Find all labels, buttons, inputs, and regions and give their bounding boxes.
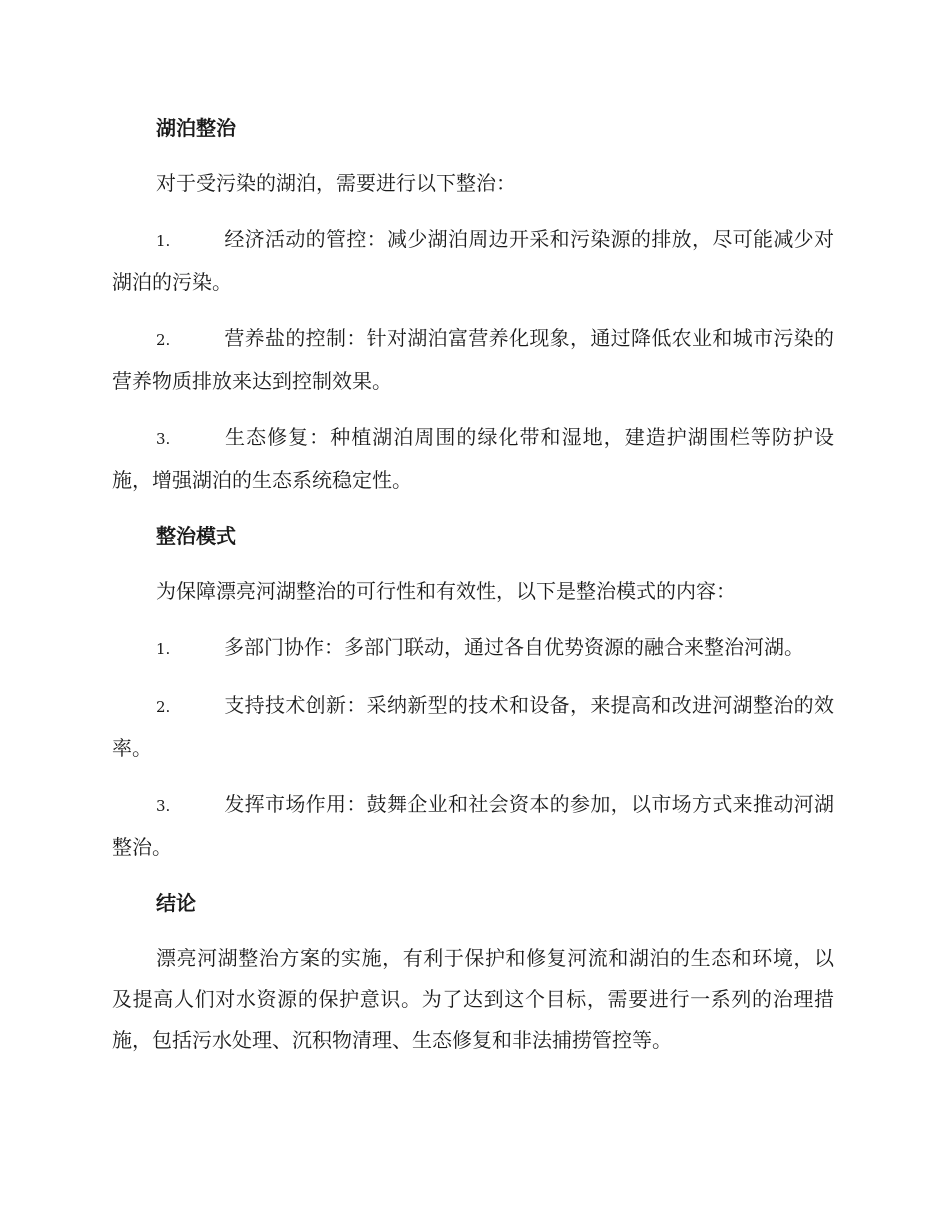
list-text: 经济活动的管控：减少湖泊周边开采和污染源的排放，尽可能减少对湖泊的污染。 xyxy=(112,227,834,294)
list-item xyxy=(112,685,834,769)
list-number: 1. xyxy=(156,640,171,658)
list-text: 发挥市场作用：鼓舞企业和社会资本的参加，以市场方式来推动河湖整治。 xyxy=(112,792,834,859)
list-item xyxy=(112,784,834,868)
section-intro: 为保障漂亮河湖整治的可行性和有效性，以下是整治模式的内容： xyxy=(156,579,736,603)
section-heading-treatment-mode: 整治模式 xyxy=(156,524,236,548)
list-text: 营养盐的控制：针对湖泊富营养化现象，通过降低农业和城市污染的营养物质排放来达到控制效果。 xyxy=(112,326,834,393)
list-text: 支持技术创新：采纳新型的技术和设备，来提高和改进河湖整治的效率。 xyxy=(112,693,834,760)
list-text: 生态修复：种植湖泊周围的绿化带和湿地，建造护湖围栏等防护设施，增强湖泊的生态系统稳定性。 xyxy=(112,425,834,492)
section-heading-conclusion: 结论 xyxy=(156,891,196,915)
list-number: 2. xyxy=(156,331,171,349)
list-number: 3. xyxy=(156,430,171,448)
list-number: 3. xyxy=(156,797,171,815)
list-item xyxy=(112,219,834,303)
list-item xyxy=(112,417,834,501)
list-text: 多部门协作：多部门联动，通过各自优势资源的融合来整治河湖。 xyxy=(224,635,804,659)
list-item xyxy=(112,318,834,402)
list-number: 1. xyxy=(156,232,171,250)
list-item xyxy=(112,627,834,670)
document-page xyxy=(112,108,834,1076)
section-heading-lake-treatment: 湖泊整治 xyxy=(156,116,236,140)
section-intro: 对于受污染的湖泊，需要进行以下整治： xyxy=(156,171,516,195)
conclusion-paragraph: 漂亮河湖整治方案的实施，有利于保护和修复河流和湖泊的生态和环境，以及提高人们对水资源的保护意识。为了达到这个目标，需要进行一系列的治理措施，包括污水处理、沉积物清理、生态修复和非法捕捞管控等。 xyxy=(112,946,834,1052)
list-number: 2. xyxy=(156,698,171,716)
